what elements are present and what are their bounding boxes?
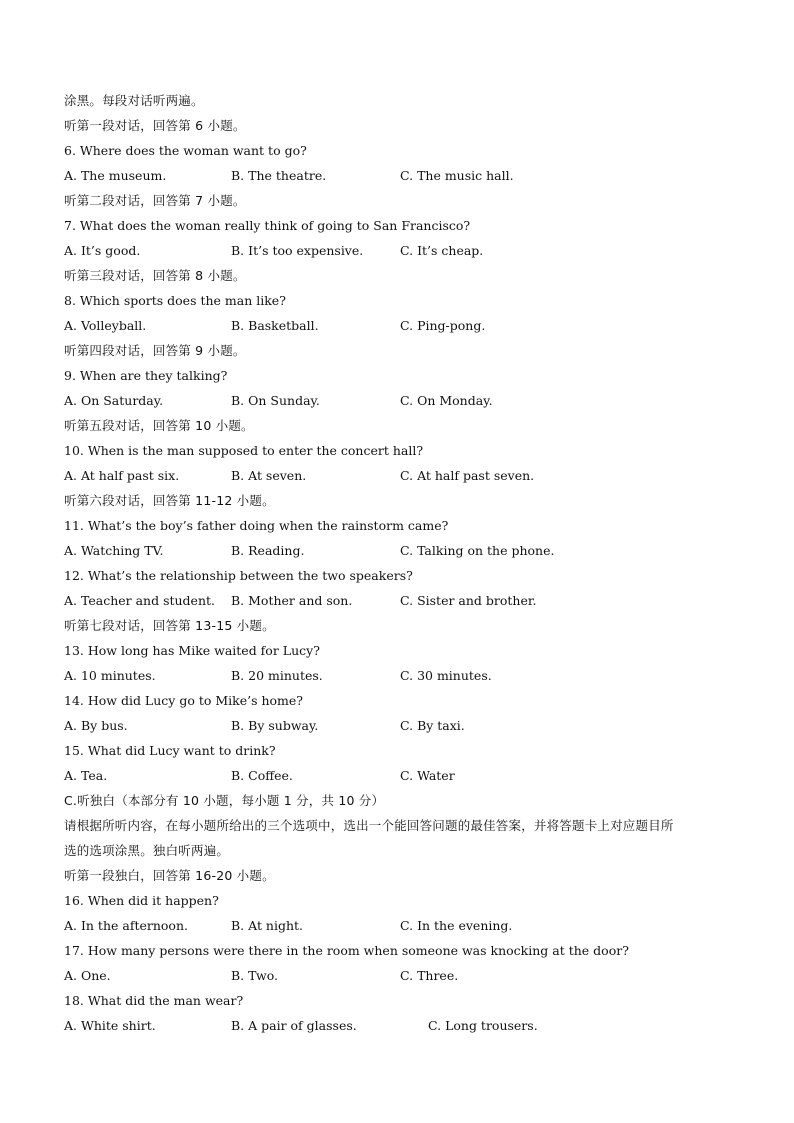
option-row xyxy=(0,663,794,688)
option-c: C. Three. xyxy=(400,968,459,983)
option-a: A. One. xyxy=(64,968,111,983)
option-row xyxy=(0,388,794,413)
section-c-instruction: 请根据所听内容，在每小题所给出的三个选项中，选出一个能回答问题的最佳答案，并将答题卡上对应题目所 xyxy=(64,818,674,833)
option-b: B. Reading. xyxy=(231,543,305,558)
question-text: 15. What did Lucy want to drink? xyxy=(64,743,276,758)
question-text: 11. What’s the boy’s father doing when the rainstorm came? xyxy=(64,518,449,533)
option-c: C. On Monday. xyxy=(400,393,493,408)
option-b: B. By subway. xyxy=(231,718,319,733)
option-c: C. At half past seven. xyxy=(400,468,535,483)
option-c: C. Water xyxy=(400,768,455,783)
dialogue-heading: 听第五段对话，回答第 10 小题。 xyxy=(64,418,254,433)
option-b: B. Mother and son. xyxy=(231,593,353,608)
option-c: C. The music hall. xyxy=(400,168,514,183)
option-b: B. 20 minutes. xyxy=(231,668,323,683)
question-text: 12. What’s the relationship between the two speakers? xyxy=(64,568,413,583)
option-row xyxy=(0,313,794,338)
option-b: B. At seven. xyxy=(231,468,307,483)
dialogue-heading: 听第二段对话，回答第 7 小题。 xyxy=(64,193,246,208)
question-text: 16. When did it happen? xyxy=(64,893,219,908)
option-a: A. The museum. xyxy=(64,168,167,183)
option-row xyxy=(0,963,794,988)
option-row xyxy=(0,913,794,938)
option-a: A. At half past six. xyxy=(64,468,180,483)
question-text: 9. When are they talking? xyxy=(64,368,228,383)
option-c: C. In the evening. xyxy=(400,918,513,933)
option-a: A. It’s good. xyxy=(64,243,141,258)
intro-tail: 涂黑。每段对话听两遍。 xyxy=(64,93,204,108)
option-row xyxy=(0,163,794,188)
option-a: A. Volleyball. xyxy=(64,318,147,333)
option-b: B. It’s too expensive. xyxy=(231,243,364,258)
question-text: 10. When is the man supposed to enter the concert hall? xyxy=(64,443,424,458)
question-text: 7. What does the woman really think of going to San Francisco? xyxy=(64,218,471,233)
question-text: 18. What did the man wear? xyxy=(64,993,244,1008)
option-a: A. White shirt. xyxy=(64,1018,156,1033)
option-a: A. 10 minutes. xyxy=(64,668,156,683)
option-a: A. In the afternoon. xyxy=(64,918,188,933)
option-row xyxy=(0,538,794,563)
option-row xyxy=(0,1013,794,1038)
option-a: A. Tea. xyxy=(64,768,108,783)
option-row xyxy=(0,763,794,788)
option-a: A. On Saturday. xyxy=(64,393,164,408)
dialogue-heading: 听第三段对话，回答第 8 小题。 xyxy=(64,268,246,283)
dialogue-heading: 听第六段对话，回答第 11-12 小题。 xyxy=(64,493,275,508)
section-c-title: C.听独白（本部分有 10 小题，每小题 1 分，共 10 分） xyxy=(64,793,385,808)
dialogue-heading: 听第七段对话，回答第 13-15 小题。 xyxy=(64,618,275,633)
option-b: B. Coffee. xyxy=(231,768,293,783)
option-row xyxy=(0,463,794,488)
monologue-heading: 听第一段独白，回答第 16-20 小题。 xyxy=(64,868,275,883)
exam-page xyxy=(0,88,794,1038)
dialogue-heading: 听第四段对话，回答第 9 小题。 xyxy=(64,343,246,358)
option-b: B. The theatre. xyxy=(231,168,327,183)
option-c: C. It’s cheap. xyxy=(400,243,484,258)
option-c: C. Ping-pong. xyxy=(400,318,486,333)
option-a: A. Teacher and student. xyxy=(64,593,216,608)
question-text: 8. Which sports does the man like? xyxy=(64,293,286,308)
option-c: C. Talking on the phone. xyxy=(400,543,555,558)
option-c: C. Sister and brother. xyxy=(400,593,537,608)
option-row xyxy=(0,588,794,613)
option-c: C. By taxi. xyxy=(400,718,465,733)
option-b: B. At night. xyxy=(231,918,304,933)
option-b: B. On Sunday. xyxy=(231,393,320,408)
option-b: B. A pair of glasses. xyxy=(231,1018,357,1033)
option-c: C. Long trousers. xyxy=(428,1018,538,1033)
question-text: 13. How long has Mike waited for Lucy? xyxy=(64,643,320,658)
question-text: 14. How did Lucy go to Mike’s home? xyxy=(64,693,303,708)
option-b: B. Basketball. xyxy=(231,318,319,333)
option-a: A. By bus. xyxy=(64,718,128,733)
option-row xyxy=(0,238,794,263)
section-c-instruction-cont: 选的选项涂黑。独白听两遍。 xyxy=(64,843,230,858)
question-text: 17. How many persons were there in the room when someone was knocking at the door? xyxy=(64,943,629,958)
option-c: C. 30 minutes. xyxy=(400,668,492,683)
question-text: 6. Where does the woman want to go? xyxy=(64,143,307,158)
option-a: A. Watching TV. xyxy=(64,543,164,558)
dialogue-heading: 听第一段对话，回答第 6 小题。 xyxy=(64,118,246,133)
option-b: B. Two. xyxy=(231,968,279,983)
option-row xyxy=(0,713,794,738)
